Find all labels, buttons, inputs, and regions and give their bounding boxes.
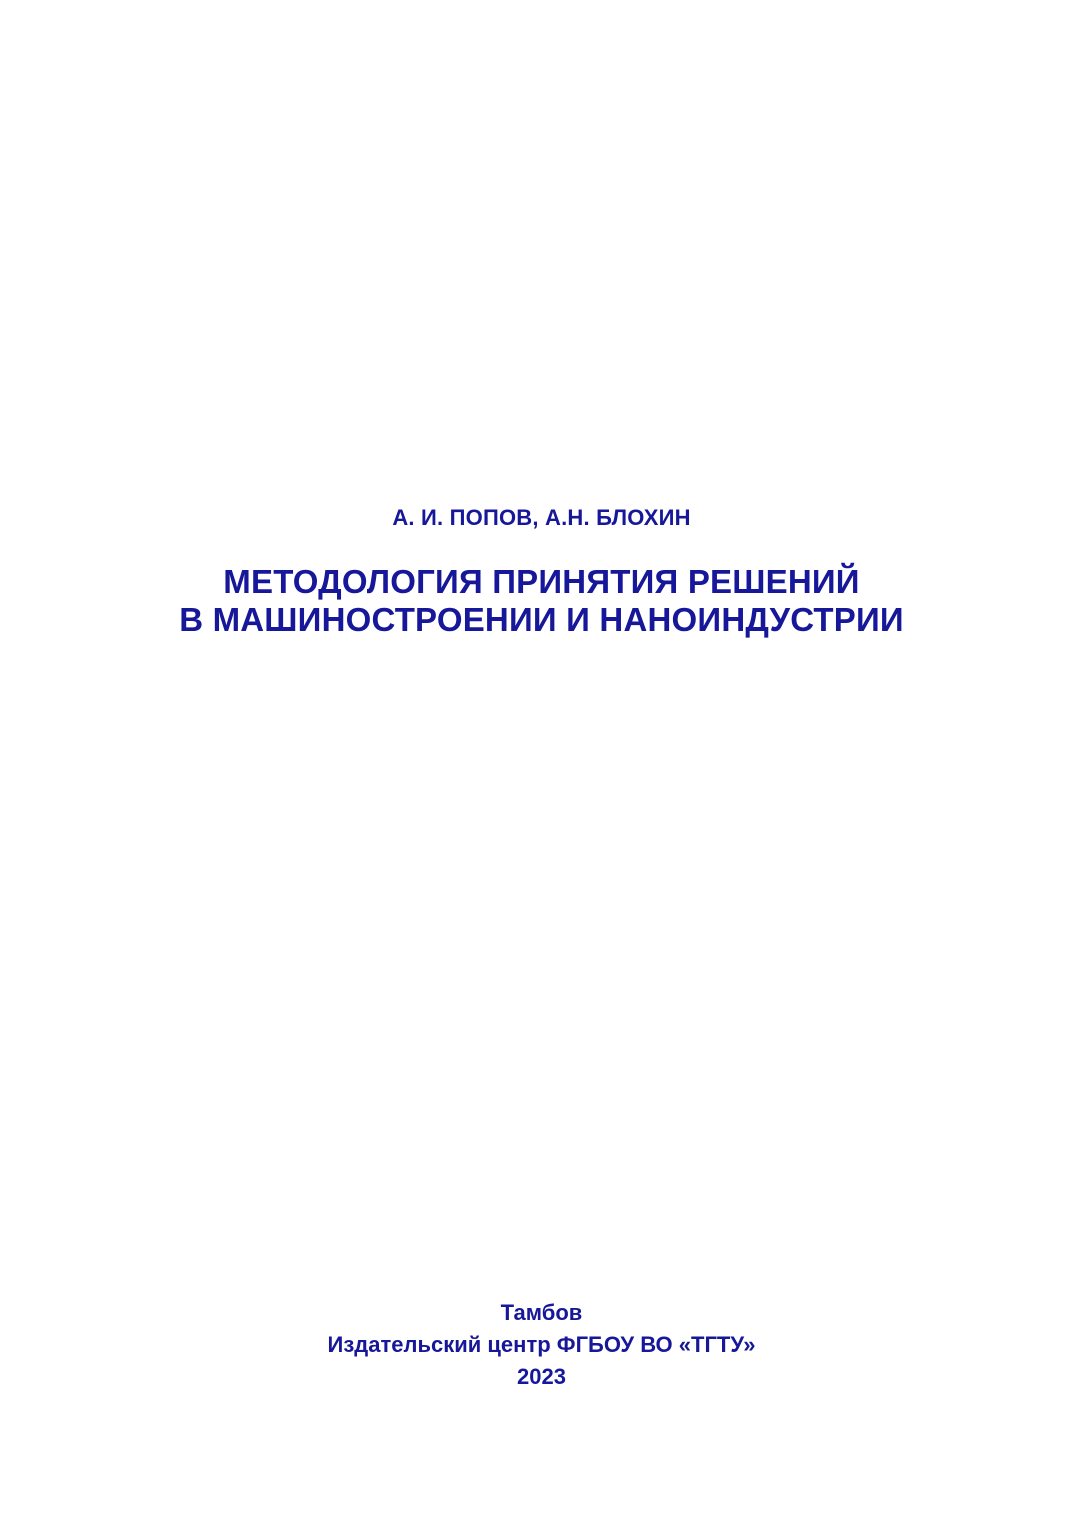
book-title-line-1: МЕТОДОЛОГИЯ ПРИНЯТИЯ РЕШЕНИЙ xyxy=(223,563,860,600)
publication-city: Тамбов xyxy=(500,1300,583,1325)
book-title-line-2: В МАШИНОСТРОЕНИИ И НАНОИНДУСТРИИ xyxy=(179,601,904,638)
authors: А. И. ПОПОВ, А.Н. БЛОХИН xyxy=(392,505,691,530)
publication-year: 2023 xyxy=(517,1364,566,1389)
publisher: Издательский центр ФГБОУ ВО «ТГТУ» xyxy=(327,1332,756,1357)
